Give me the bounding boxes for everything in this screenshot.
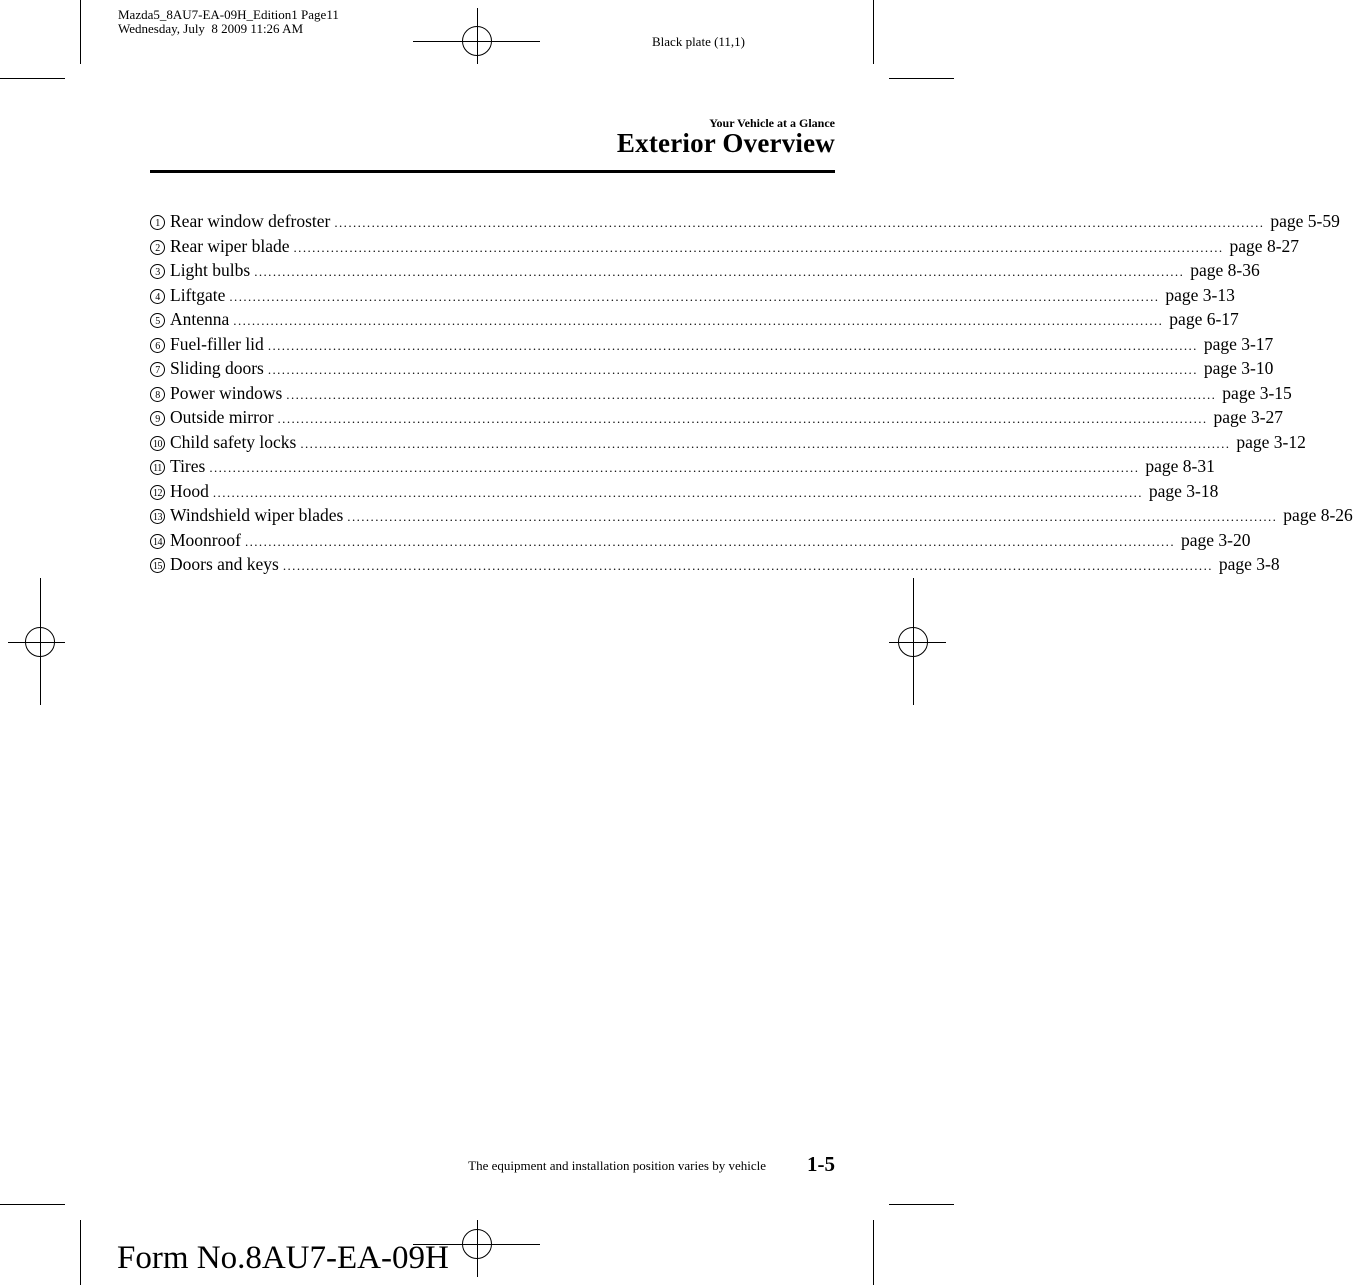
toc-list	[150, 209, 1353, 577]
toc-entry-label: Hood	[170, 480, 209, 501]
toc-entry-label: Windshield wiper blades	[170, 505, 344, 525]
item-number-badge: 3	[150, 264, 165, 279]
print-slug-line1: Mazda5_8AU7-EA-09H_Edition1 Page11	[118, 7, 339, 22]
toc-entry	[150, 356, 1274, 381]
item-number-badge: 11	[150, 460, 165, 475]
item-number-badge: 9	[150, 411, 165, 426]
toc-entry	[150, 430, 1306, 455]
toc-entry	[150, 209, 1340, 234]
section-label: Your Vehicle at a Glance	[709, 116, 835, 130]
item-number-badge: 4	[150, 289, 165, 304]
toc-entry-page: page 3-8	[1218, 554, 1280, 574]
toc-entry-page: page 3-27	[1213, 407, 1284, 427]
dot-leader: ........................................................................................................................................................................................................	[277, 411, 1208, 426]
toc-entry	[150, 234, 1300, 259]
dot-leader: ........................................................................................................................................................................................................	[209, 460, 1140, 475]
toc-entry-label: Rear wiper blade	[170, 235, 290, 256]
toc-entry-page: page 8-26	[1283, 505, 1353, 525]
toc-entry	[150, 552, 1280, 577]
item-number-badge: 2	[150, 240, 165, 255]
toc-entry-page: page 8-36	[1190, 260, 1260, 280]
toc-entry-page: page 8-31	[1145, 456, 1215, 476]
toc-entry-page: page 6-17	[1169, 309, 1239, 329]
print-slug-line2: Wednesday, July 8 2009 11:26 AM	[118, 21, 304, 36]
dot-leader: ........................................................................................................................................................................................................	[282, 558, 1213, 573]
toc-entry-page: page 3-20	[1180, 529, 1251, 550]
title-rule	[150, 170, 835, 173]
toc-entry-page: page 5-59	[1270, 211, 1340, 231]
toc-entry	[150, 503, 1353, 528]
footer-note: The equipment and installation position varies by vehicle	[468, 1158, 766, 1173]
toc-entry-page: page 3-12	[1236, 431, 1306, 452]
form-number: Form No.8AU7-EA-09H	[117, 1240, 449, 1276]
toc-entry-label: Child safety locks	[170, 431, 297, 452]
toc-entry-label: Light bulbs	[170, 260, 251, 280]
toc-entry-page: page 3-15	[1222, 382, 1292, 403]
toc-entry	[150, 283, 1235, 308]
toc-entry-page: page 3-10	[1203, 358, 1274, 378]
toc-entry-label: Antenna	[170, 309, 230, 329]
dot-leader: ........................................................................................................................................................................................................	[347, 509, 1278, 524]
toc-entry	[150, 258, 1260, 283]
toc-entry	[150, 307, 1239, 332]
dot-leader: ........................................................................................................................................................................................................	[244, 533, 1175, 549]
dot-leader: ........................................................................................................................................................................................................	[233, 313, 1164, 328]
toc-entry-label: Tires	[170, 456, 206, 476]
dot-leader: ........................................................................................................................................................................................................	[254, 264, 1185, 279]
toc-entry-label: Moonroof	[170, 529, 241, 550]
dot-leader: ........................................................................................................................................................................................................	[286, 386, 1217, 402]
toc-entry-label: Fuel-filler lid	[170, 333, 264, 354]
item-number-badge: 5	[150, 313, 165, 328]
item-number-badge: 1	[150, 215, 165, 230]
toc-entry-label: Doors and keys	[170, 554, 279, 574]
toc-entry	[150, 528, 1251, 553]
toc-entry-page: page 3-18	[1148, 480, 1219, 501]
dot-leader: ........................................................................................................................................................................................................	[267, 362, 1198, 377]
toc-entry-page: page 3-17	[1203, 333, 1274, 354]
item-number-badge: 15	[150, 558, 165, 573]
page-number: 1-5	[807, 1152, 835, 1176]
toc-entry-label: Sliding doors	[170, 358, 264, 378]
print-slug	[118, 8, 339, 36]
page-title: Exterior Overview	[616, 128, 835, 158]
item-number-badge: 8	[150, 387, 165, 402]
plate-label: Black plate (11,1)	[652, 34, 746, 49]
dot-leader: ........................................................................................................................................................................................................	[293, 239, 1224, 255]
toc-entry	[150, 479, 1219, 504]
dot-leader: ........................................................................................................................................................................................................	[334, 215, 1265, 230]
toc-entry-page: page 3-13	[1165, 284, 1235, 305]
dot-leader: ........................................................................................................................................................................................................	[229, 288, 1160, 304]
toc-entry	[150, 332, 1274, 357]
item-number-badge: 10	[150, 436, 165, 451]
dot-leader: ........................................................................................................................................................................................................	[267, 337, 1198, 353]
toc-entry	[150, 454, 1215, 479]
toc-entry-label: Rear window defroster	[170, 211, 331, 231]
toc-entry-label: Liftgate	[170, 284, 226, 305]
item-number-badge: 7	[150, 362, 165, 377]
item-number-badge: 12	[150, 485, 165, 500]
toc-entry	[150, 381, 1292, 406]
toc-entry	[150, 405, 1284, 430]
dot-leader: ........................................................................................................................................................................................................	[212, 484, 1143, 500]
item-number-badge: 13	[150, 509, 165, 524]
toc-entry-label: Outside mirror	[170, 407, 274, 427]
item-number-badge: 6	[150, 338, 165, 353]
dot-leader: ........................................................................................................................................................................................................	[300, 435, 1231, 451]
item-number-badge: 14	[150, 534, 165, 549]
toc-entry-page: page 8-27	[1229, 235, 1300, 256]
toc-entry-label: Power windows	[170, 382, 283, 403]
